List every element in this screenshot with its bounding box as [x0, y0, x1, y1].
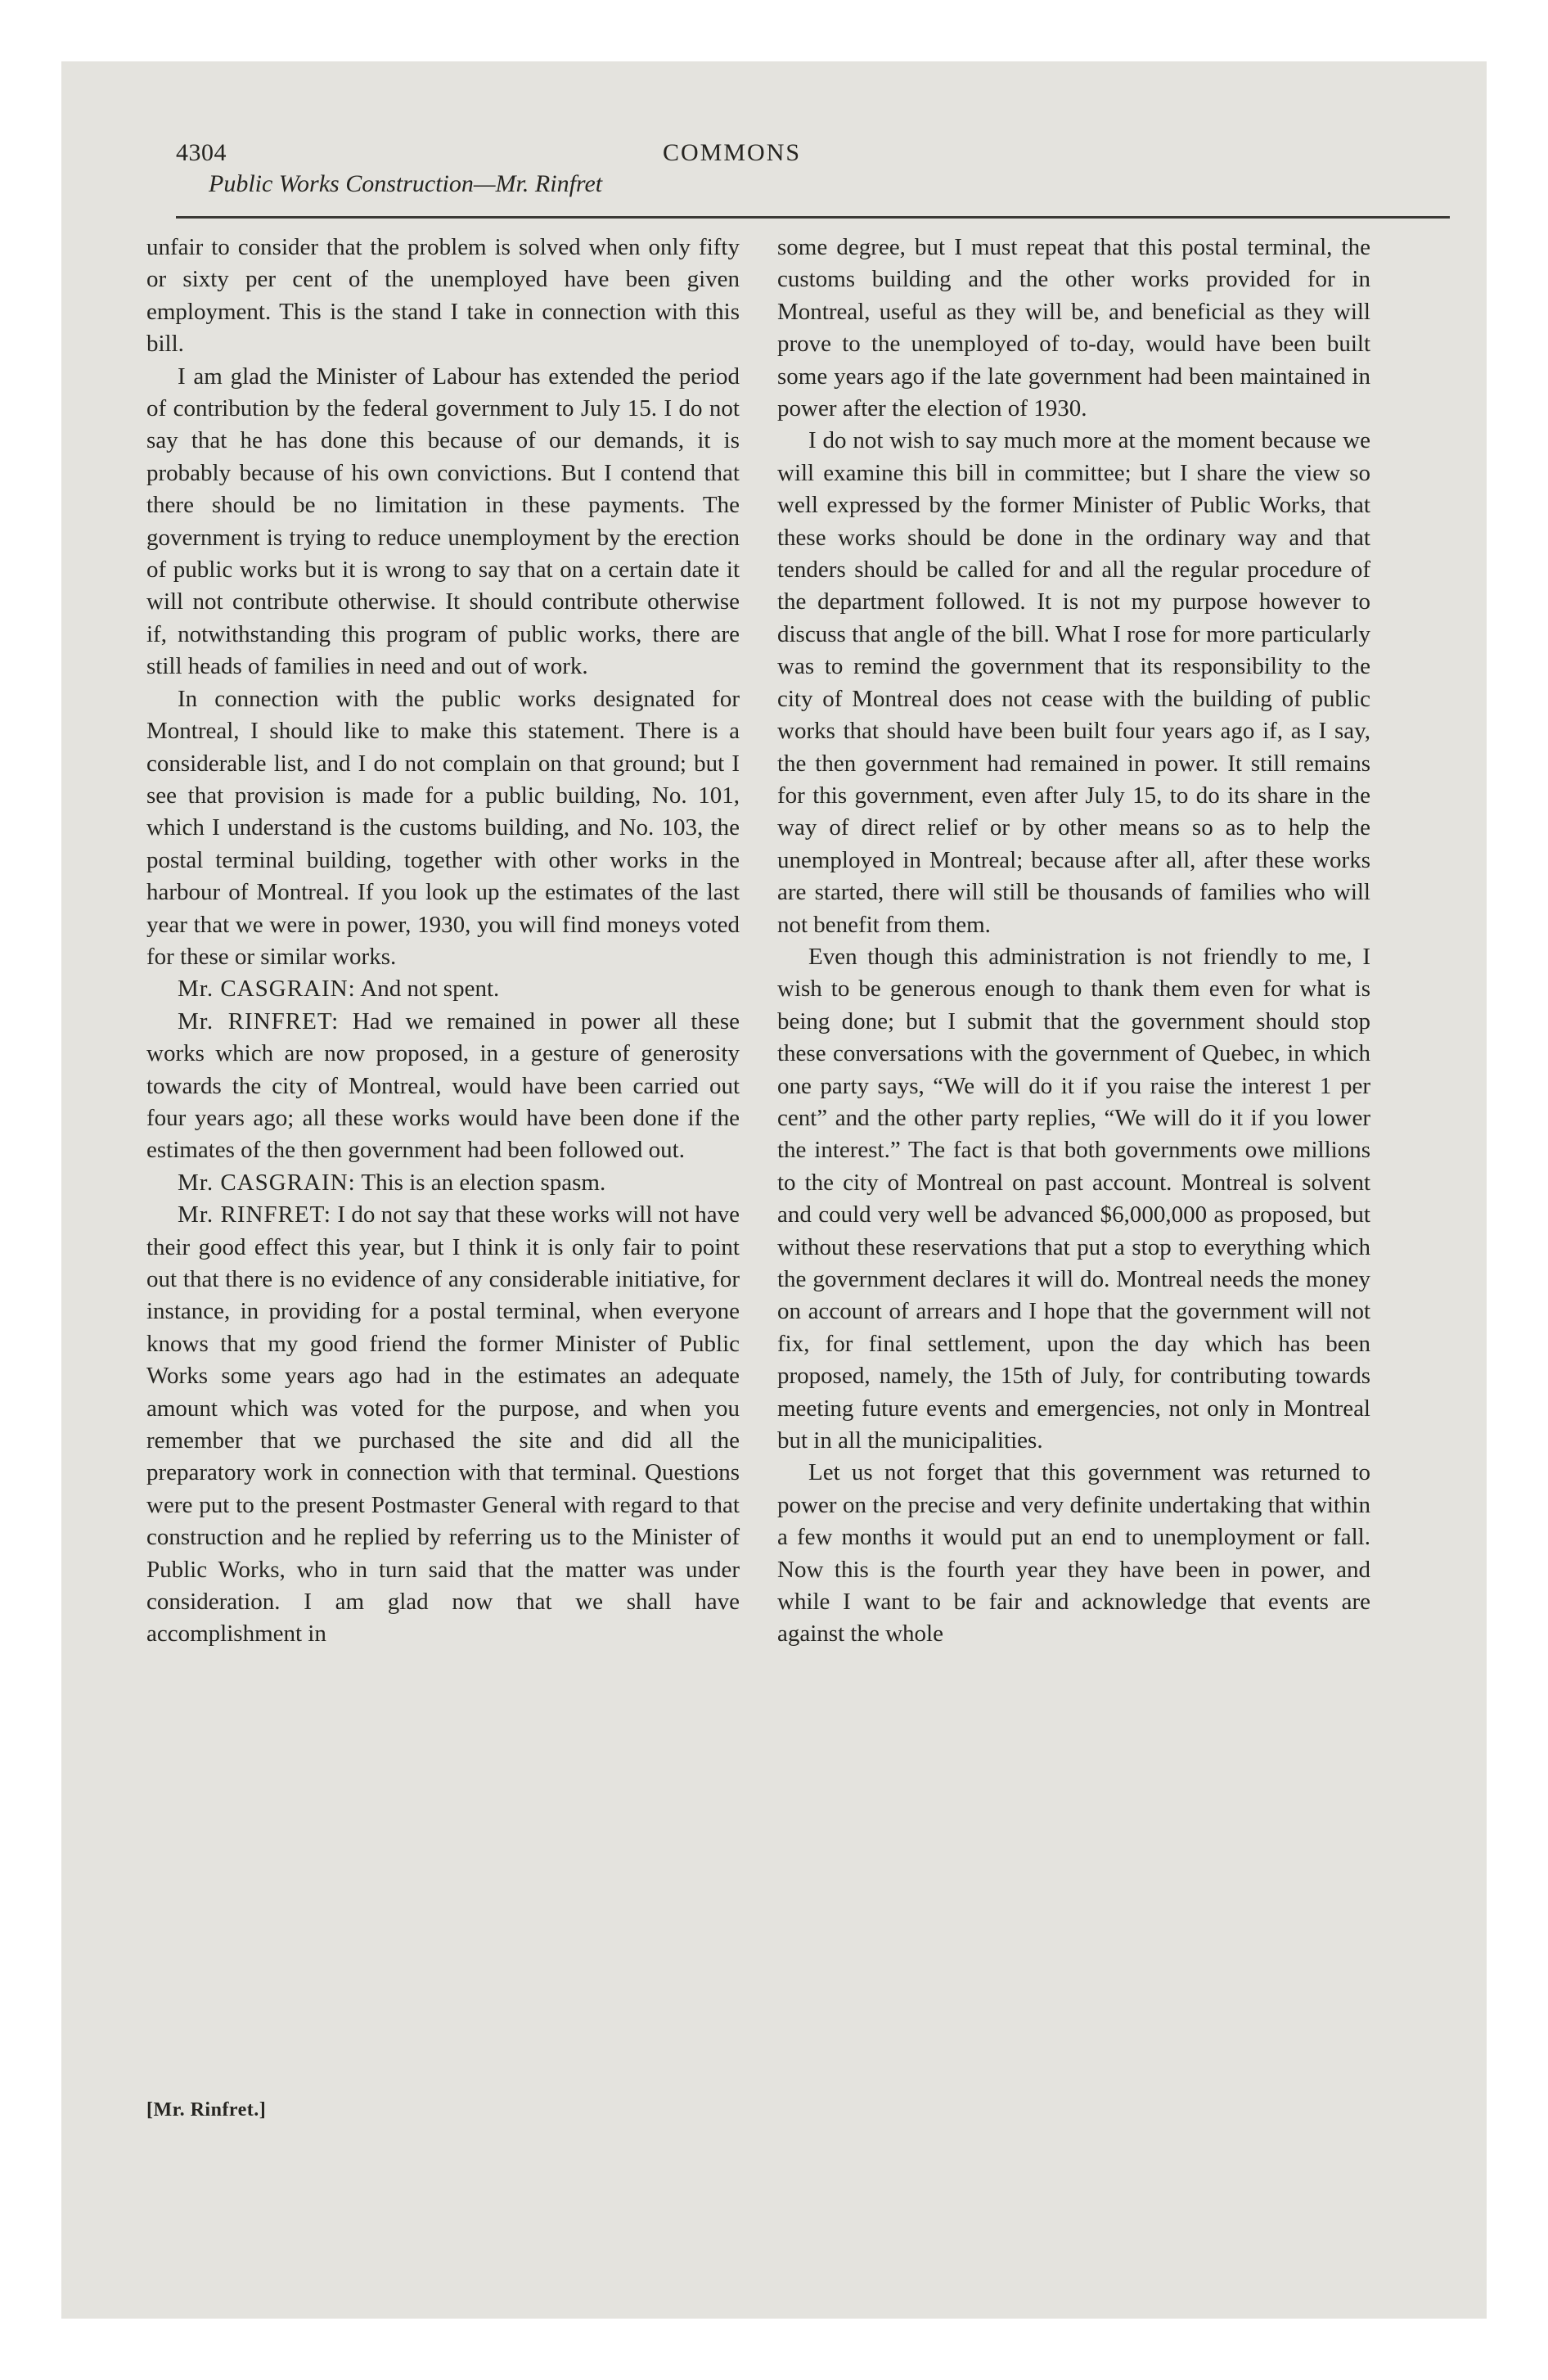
- speech-paragraph: [146, 1167, 740, 1199]
- speaker-name: Mr. RINFRET:: [178, 1201, 331, 1228]
- paragraph: I am glad the Minister of Labour has extended the period of contribution by the federal government to July 15. I do not say that he has done this because of our demands, it is probably because of his own convictions. But I contend that there should be no limitation in these payments. The government is trying to reduce unemployment by the erection of public works but it is wrong to say that on a certain date it will not contribute otherwise. It should contribute otherwise if, notwithstanding this program of public works, there are still heads of families in need and out of work.: [146, 363, 740, 680]
- footer-speaker-tag: [Mr. Rinfret.]: [146, 2099, 267, 2121]
- paragraph: some degree, but I must repeat that this postal terminal, the customs building and the other works provided for in Montreal, useful as they will be, and beneficial as they will prove to the unemployed of to-day, would have been built some years ago if the late government had been maintained in power after the election of 1930.: [777, 234, 1370, 422]
- speech-text: Had we remained in power all these works which are now proposed, in a gesture of generosity towards the city of Montreal, would have been carried out four years ago; all these works would have been done if the estimates of the then government had been followed out.: [146, 1007, 740, 1164]
- header-rule: [176, 216, 1450, 219]
- paragraph: Even though this administration is not friendly to me, I wish to be generous enough to thank them even for what is being done; but I submit that the government should stop these conversations with the government of Quebec, in which one party says, “We will do it if you raise the interest 1 per cent” and the other party replies, “We will do it if you lower the interest.” The fact is that both governments owe millions to the city of Montreal on past account. Montreal is solvent and could very well be advanced $6,000,000 as proposed, but without these reservations that put a stop to everything which the government declares it will do. Montreal needs the money on account of arrears and I hope that the government will not fix, for final settlement, upon the day which has been proposed, namely, the 15th of July, for contributing towards meeting future events and emergencies, not only in Montreal but in all the municipalities.: [777, 943, 1370, 1454]
- speech-paragraph: [146, 1006, 740, 1167]
- speech-paragraph: [146, 973, 740, 1005]
- left-column: [146, 232, 740, 1651]
- journal-title: COMMONS: [663, 139, 802, 166]
- speech-text: I do not say that these works will not have their good effect this year, but I think it is only fair to point out that there is no evidence of any considerable initiative, for instance, in providing for a postal terminal, when everyone knows that my good friend the former Minister of Public Works some years ago had in the estimates an adequate amount which was voted for the purpose, and when you remember that we purchased the site and did all the preparatory work in connection with that terminal. Questions were put to the present Postmaster General with regard to that construction and he replied by referring us to the Minister of Public Works, who in turn said that the matter was under consideration. I am glad now that we shall have accomplishment in: [146, 1201, 740, 1648]
- paragraph: I do not wish to say much more at the moment because we will examine this bill in committee; but I share the view so well expressed by the former Minister of Public Works, that these works should be done in the ordinary way and that tenders should be called for and all the regular procedure of the department followed. It is not my purpose however to discuss that angle of the bill. What I rose for more particularly was to remind the government that its responsibility to the city of Montreal does not cease with the building of public works that should have been built four years ago if, as I say, the then government had remained in power. It still remains for this government, even after July 15, to do its share in the way of direct relief or by other means so as to help the unemployed in Montreal; because after all, after these works are started, there will still be thousands of families who will not benefit from them.: [777, 427, 1370, 938]
- speech-text: And not spent.: [355, 976, 500, 1003]
- speaker-name: Mr. CASGRAIN:: [178, 1169, 356, 1196]
- running-head: Public Works Construction—Mr. Rinfret: [209, 170, 603, 197]
- paragraph: In connection with the public works designated for Montreal, I should like to make this statement. There is a considerable list, and I do not complain on that ground; but I see that provision is made for a public building, No. 101, which I understand is the customs building, and No. 103, the postal terminal building, together with other works in the harbour of Montreal. If you look up the estimates of the last year that we were in power, 1930, you will find moneys voted for these or similar works.: [146, 685, 740, 970]
- speaker-name: Mr. CASGRAIN:: [178, 976, 356, 1003]
- page-header: [176, 139, 1448, 209]
- right-column: [777, 232, 1370, 1651]
- speech-paragraph: [146, 1199, 740, 1651]
- paragraph: Let us not forget that this government was returned to power on the precise and very definite undertaking that within a few months it would put an end to unemployment or fall. Now this is the fourth year they have been in power, and while I want to be fair and acknowledge that events are against the whole: [777, 1459, 1370, 1648]
- page-number: 4304: [176, 139, 227, 166]
- speaker-name: Mr. RINFRET:: [178, 1007, 340, 1034]
- paragraph: unfair to consider that the problem is solved when only fifty or sixty per cent of the unemployed have been given employment. This is the stand I take in connection with this bill.: [146, 234, 740, 358]
- page-scan: [61, 61, 1487, 2319]
- speech-text: This is an election spasm.: [355, 1169, 606, 1196]
